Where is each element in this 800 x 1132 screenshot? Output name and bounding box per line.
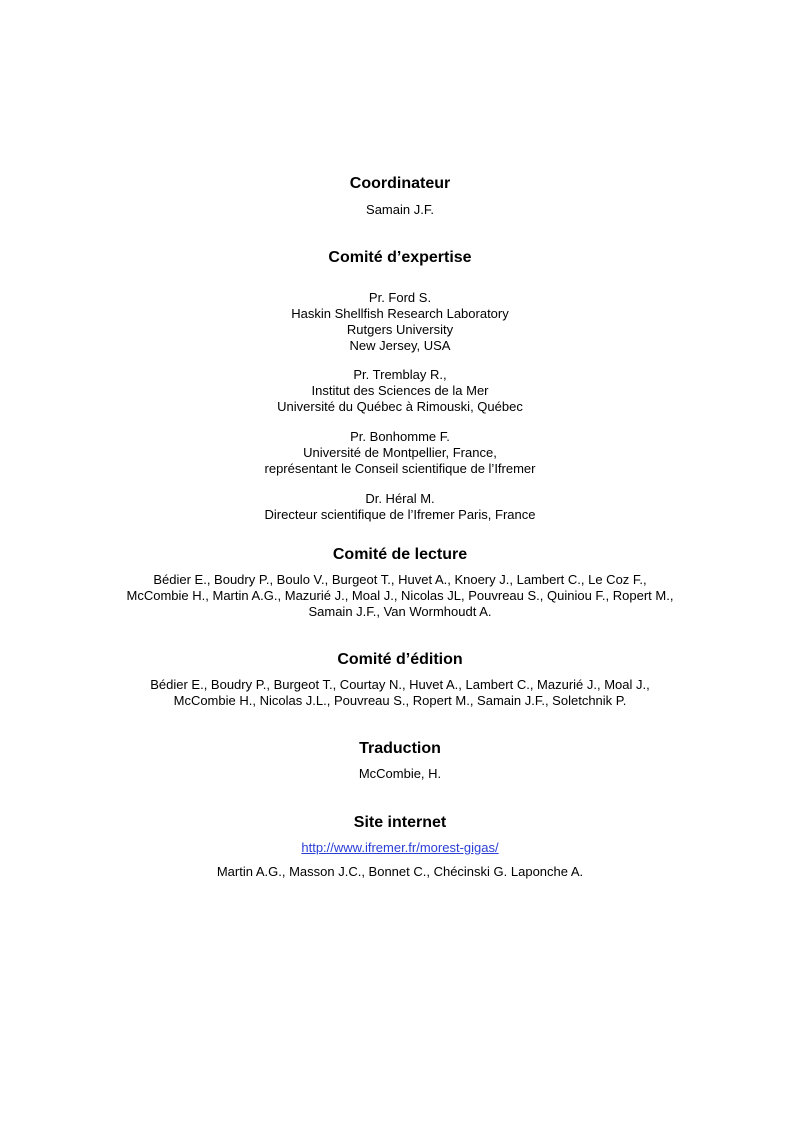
expert-affiliation: Directeur scientifique de l’Ifremer Paris, France bbox=[264, 507, 536, 522]
site-internet-section bbox=[0, 840, 800, 880]
expert-member bbox=[0, 367, 800, 415]
comite-lecture-line: Bédier E., Boudry P., Boulo V., Burgeot T., Huvet A., Knoery J., Lambert C., Le Coz F., bbox=[153, 572, 647, 587]
traduction-heading: Traduction bbox=[359, 740, 441, 757]
expert-name: Pr. Ford S. bbox=[368, 290, 432, 305]
expert-affiliation: représentant le Conseil scientifique de l’Ifremer bbox=[264, 461, 536, 476]
comite-edition-heading: Comité d’édition bbox=[337, 651, 463, 668]
expert-affiliation: Rutgers University bbox=[346, 322, 454, 337]
comite-expertise-heading: Comité d’expertise bbox=[328, 249, 472, 266]
expert-name: Pr. Bonhomme F. bbox=[350, 429, 450, 444]
comite-lecture-section bbox=[0, 572, 800, 620]
expert-affiliation: Université du Québec à Rimouski, Québec bbox=[277, 399, 523, 414]
coordinateur-section bbox=[0, 202, 800, 218]
comite-lecture-heading: Comité de lecture bbox=[332, 546, 468, 563]
traduction-name: McCombie, H. bbox=[358, 766, 442, 781]
expert-affiliation: Université de Montpellier, France, bbox=[303, 445, 497, 460]
traduction-section bbox=[0, 766, 800, 782]
comite-edition-section bbox=[0, 677, 800, 709]
expert-name: Pr. Tremblay R., bbox=[353, 367, 447, 382]
expert-member bbox=[0, 429, 800, 477]
site-internet-link[interactable]: http://www.ifremer.fr/morest-gigas/ bbox=[301, 840, 499, 855]
expert-name: Dr. Héral M. bbox=[365, 491, 435, 506]
coordinateur-heading: Coordinateur bbox=[349, 175, 451, 192]
expert-affiliation: Institut des Sciences de la Mer bbox=[311, 383, 489, 398]
expert-affiliation: New Jersey, USA bbox=[349, 338, 451, 353]
site-internet-heading: Site internet bbox=[353, 814, 447, 831]
expert-member bbox=[0, 491, 800, 523]
comite-lecture-line: McCombie H., Martin A.G., Mazurié J., Moal J., Nicolas JL, Pouvreau S., Quiniou F., Ropert M., bbox=[126, 588, 674, 603]
comite-lecture-line: Samain J.F., Van Wormhoudt A. bbox=[308, 604, 492, 619]
comite-edition-line: Bédier E., Boudry P., Burgeot T., Courtay N., Huvet A., Lambert C., Mazurié J., Moal J., bbox=[150, 677, 650, 692]
coordinateur-name: Samain J.F. bbox=[366, 202, 434, 217]
expert-member bbox=[0, 290, 800, 354]
comite-edition-line: McCombie H., Nicolas J.L., Pouvreau S., Ropert M., Samain J.F., Soletchnik P. bbox=[173, 693, 627, 708]
site-internet-credits: Martin A.G., Masson J.C., Bonnet C., Chécinski G. Laponche A. bbox=[216, 864, 584, 879]
expert-affiliation: Haskin Shellfish Research Laboratory bbox=[291, 306, 509, 321]
